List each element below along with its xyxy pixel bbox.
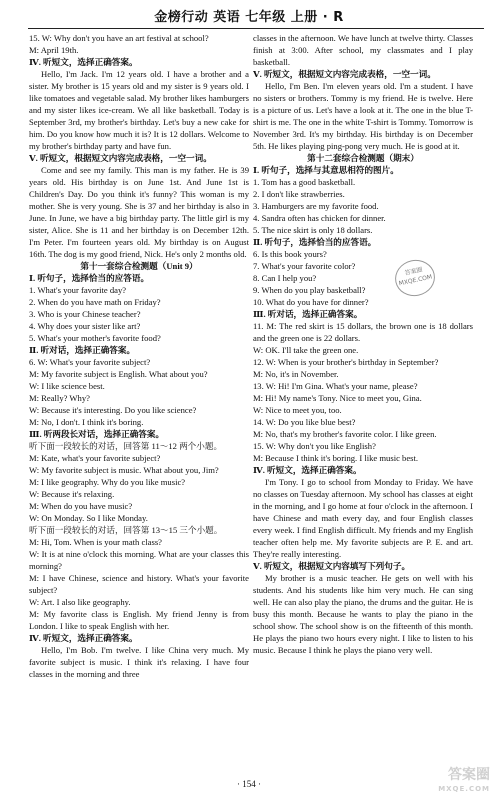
section-heading: Ⅳ. 听短文，选择正确答案。 — [29, 633, 138, 643]
text-line: W: Because it's interesting. Do you like science? — [29, 405, 197, 415]
paragraph: W: It is at nine o'clock this morning. What are your classes this morning? — [29, 549, 249, 571]
watermark-sub: MXQE.COM — [438, 785, 490, 793]
page-header — [0, 0, 498, 34]
header-rule — [28, 28, 484, 29]
stamp-text: 答案圈 MXQE.COM — [398, 266, 433, 288]
paragraph: Hello, I'm Jack. I'm 12 years old. I have a brother and a sister. My brother is 15 years old and my sister is 9 years old. I like tomatoes and vegetable salad. My brother likes hamburgers and my sister likes ice-cream. We all like basketball. Today is September 3rd, my brother's birthday. Let's buy a new cake for him. Do you know how much it is? It is 12 dollars. Welcome to my brother's birthday party and have fun. — [29, 69, 249, 151]
text-line: M: Really? Why? — [29, 393, 90, 403]
test-title: 第十一套综合检测题（Unit 9） — [80, 261, 198, 271]
text-line: W: Because it's relaxing. — [29, 489, 115, 499]
text-line: 13. W: Hi! I'm Gina. What's your name, please? — [253, 381, 418, 391]
text-line: 3. Who is your Chinese teacher? — [29, 309, 141, 319]
text-line: W: I like science best. — [29, 381, 105, 391]
section-heading: Ⅰ. 听句子，选择与其意思相符的图片。 — [253, 165, 399, 175]
page-number: · 154 · — [237, 779, 261, 789]
text-line: M: When do you have music? — [29, 501, 133, 511]
paragraph: Hello, I'm Ben. I'm eleven years old. I'm a student. I have no sisters or brothers. Tommy is my friend. He is twelve. Here is a picture of us. Let's have a look at it. The one in the blue T-shirt is me. The one in the white T-shirt is Tommy. Tomorrow is November 3rd. It's my birthday. His birthday is on December 5th. He likes playing ping-pong very much. He is good at it. — [253, 81, 473, 151]
paragraph: Come and see my family. This man is my father. He is 39 years old. His birthday is on June 1st. And June 1st is Children's Day. Do you think it's funny? This woman is my mother. She is very young. She is 37 and her birthday is also in June. In June, we have a big birthday party. The little girl is my sister, Alice. She is 11 and her birthday is on December 12th. I'm Peter. I'm fourteen years old. My birthday is on August 16th. The dog is my good friend, Nick. He's only 2 months old. — [29, 165, 249, 259]
text-line: 听下面一段较长的对话，回答第 11～12 两个小题。 — [29, 441, 223, 451]
section-heading: Ⅳ. 听短文，选择正确答案。 — [29, 57, 138, 67]
text-line: W: OK. I'll take the green one. — [253, 345, 359, 355]
test-title: 第十二套综合检测题（期末） — [307, 153, 419, 163]
text-line: M: My favorite subject is English. What about you? — [29, 369, 208, 379]
header-title: 金榜行动 英语 七年级 上册 · R — [154, 10, 344, 25]
text-line: 1. What's your favorite day? — [29, 285, 127, 295]
text-line: M: Hi, Tom. When is your math class? — [29, 537, 162, 547]
text-line: M: Hi! My name's Tony. Nice to meet you, Gina. — [253, 393, 422, 403]
text-line: 7. What's your favorite color? — [253, 261, 356, 271]
paragraph: My brother is a music teacher. He gets on well with his students. And his students like him very much. He can sing well. He can also play the piano, the drums and the guitar. He is busy this month. Because he wants to play the piano in the school show. The school show is on the fifteenth of this month. He plays the piano two hours every night. I like to listen to his music. Because I think he plays the piano very well. — [253, 573, 473, 655]
watermark — [420, 768, 490, 794]
text-line: 1. Tom has a good basketball. — [253, 177, 356, 187]
text-line: W: On Monday. So I like Monday. — [29, 513, 148, 523]
text-line: M: I like geography. Why do you like music? — [29, 477, 186, 487]
paragraph: classes in the afternoon. We have lunch at twelve thirty. Classes finish at 3:00. After school, my classmates and I play basketball. — [253, 33, 473, 67]
watermark-text: 答案圈 — [448, 767, 490, 783]
paragraph: I'm Tony. I go to school from Monday to Friday. We have no classes on Tuesday afternoon. My school has classes at eight in the morning, and I go home at four o'clock in the afternoon. I have Chinese and math every day, and four English classes every week. I find English difficult. My friends and my English teacher often help me. My favorite subjects are P. E. and art. They're really interesting. — [253, 477, 473, 559]
section-heading: Ⅴ. 听短文，根据短文内容填写下列句子。 — [253, 561, 411, 571]
section-heading: Ⅴ. 听短文，根据短文内容完成表格，一空一词。 — [29, 153, 212, 163]
text-line: 15. W: Why don't you have an art festival at school? — [29, 33, 209, 43]
text-line: 4. Why does your sister like art? — [29, 321, 141, 331]
text-line: M: Kate, what's your favorite subject? — [29, 453, 161, 463]
text-line: 9. When do you play basketball? — [253, 285, 366, 295]
paragraph: M: My favorite class is English. My friend Jenny is from London. I like to speak English with her. — [29, 609, 249, 631]
text-line: 14. W: Do you like blue best? — [253, 417, 356, 427]
text-line: 6. Is this book yours? — [253, 249, 327, 259]
section-heading: Ⅳ. 听短文，选择正确答案。 — [253, 465, 362, 475]
right-column — [253, 32, 473, 656]
text-line: 3. Hamburgers are my favorite food. — [253, 201, 379, 211]
section-heading: Ⅱ. 听对话，选择正确答案。 — [29, 345, 136, 355]
section-heading: Ⅱ. 听句子，选择恰当的应答语。 — [253, 237, 377, 247]
text-line: 12. W: When is your brother's birthday in September? — [253, 357, 439, 367]
text-line: M: No, it's in November. — [253, 369, 339, 379]
text-line: M: No, that's my brother's favorite color. I like green. — [253, 429, 437, 439]
text-line: M: Because I think it's boring. I like music best. — [253, 453, 419, 463]
text-line: 2. I don't like strawberries. — [253, 189, 345, 199]
section-heading: Ⅰ. 听句子，选择恰当的应答语。 — [29, 273, 150, 283]
section-heading: Ⅲ. 听两段长对话，选择正确答案。 — [29, 429, 165, 439]
section-heading: Ⅴ. 听短文，根据短文内容完成表格，一空一词。 — [253, 69, 436, 79]
text-line: W: Art. I also like geography. — [29, 597, 131, 607]
text-line: 10. What do you have for dinner? — [253, 297, 369, 307]
text-line: 5. The nice skirt is only 18 dollars. — [253, 225, 373, 235]
text-line: 听下面一段较长的对话，回答第 13～15 三个小题。 — [29, 525, 223, 535]
text-line: M: No, I don't. I think it's boring. — [29, 417, 144, 427]
text-line: W: Nice to meet you, too. — [253, 405, 342, 415]
paragraph: 11. M: The red skirt is 15 dollars, the brown one is 18 dollars and the green one is 22 dollars. — [253, 321, 473, 343]
text-line: 2. When do you have math on Friday? — [29, 297, 161, 307]
text-line: M: April 19th. — [29, 45, 79, 55]
left-column — [29, 32, 249, 680]
text-line: 4. Sandra often has chicken for dinner. — [253, 213, 386, 223]
text-line: 6. W: What's your favorite subject? — [29, 357, 151, 367]
text-line: W: My favorite subject is music. What about you, Jim? — [29, 465, 219, 475]
text-line: 15. W: Why don't you like English? — [253, 441, 376, 451]
text-line: 5. What's your mother's favorite food? — [29, 333, 161, 343]
paragraph: M: I have Chinese, science and history. What's your favorite subject? — [29, 573, 249, 595]
section-heading: Ⅲ. 听对话，选择正确答案。 — [253, 309, 363, 319]
text-line: 8. Can I help you? — [253, 273, 317, 283]
paragraph: Hello, I'm Bob. I'm twelve. I like China very much. My favorite subject is music. I think it's relaxing. I have four classes in the morning and three — [29, 645, 249, 679]
